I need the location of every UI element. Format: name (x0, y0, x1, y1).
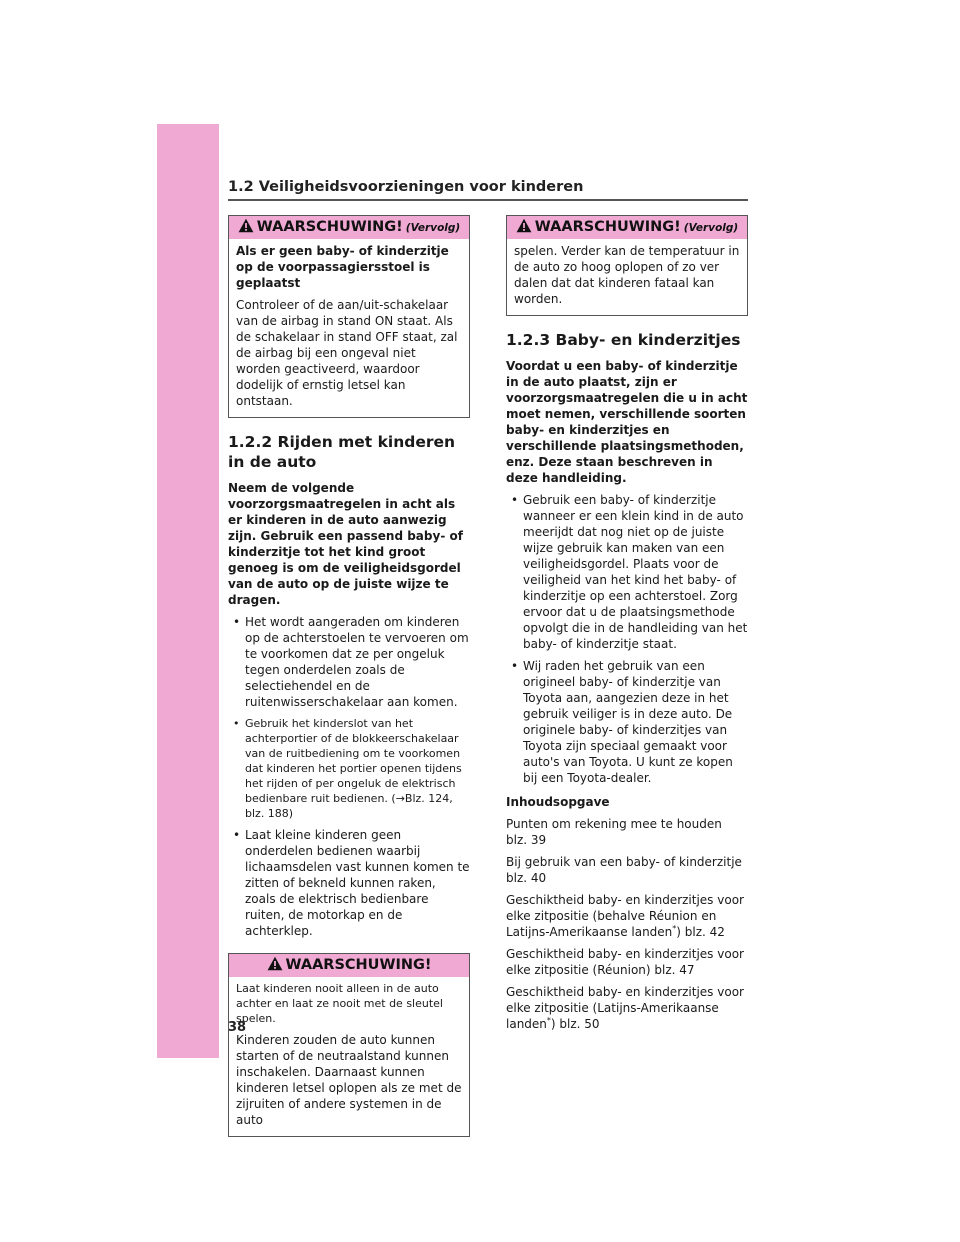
warning-text: Controleer of de aan/uit-schakelaar van de airbag in stand ON staat. Als de schakelaar in stand OFF staat, zal de airbag bij een ongeval niet worden geactiveerd, waardoor dodelijk of ernstig letsel kan ontstaan. (236, 298, 458, 408)
header-rule (228, 199, 748, 201)
warning-header (229, 216, 469, 239)
toc-item-title: Geschiktheid baby- en kinderzitjes voor elke zitpositie (behalve Réunion en Latijns-Amerikaanse landen (506, 893, 744, 939)
warning-text: spelen. Verder kan de temperatuur in de auto zo hoog oplopen of zo ver dalen dat dat kinderen fataal kan worden. (514, 244, 740, 306)
warning-continued: (Vervolg) (683, 222, 739, 234)
warning-header (507, 216, 747, 239)
warning-title: WAARSCHUWING! (285, 957, 432, 973)
warning-body (507, 239, 747, 315)
warning-triangle-icon (516, 218, 532, 233)
right-column (506, 215, 748, 1038)
warning-triangle-icon (238, 218, 254, 233)
warning-box-temperature (506, 215, 748, 316)
toc-item-page: ) blz. 42 (676, 925, 725, 939)
toc-item-title: Geschiktheid baby- en kinderzitjes voor elke zitpositie (Latijns-Amerikaanse landen (506, 985, 744, 1031)
section-heading-1-2-2: 1.2.2 Rijden met kinderen in de auto (228, 433, 456, 471)
warning-subheading: Laat kinderen nooit alleen in de auto achter en laat ze nooit met de sleutel spelen. (236, 982, 443, 1025)
bullet-list (506, 492, 748, 786)
list-item: • Laat kleine kinderen geen onderdelen bedienen waarbij lichaamsdelen vast kunnen komen te zitten of bekneld kunnen raken, zoals de elektrisch bedienbare ruiten, de motorkap en de achterklep. (228, 827, 470, 939)
toc-item-title: Bij gebruik van een baby- of kinderzitje (506, 855, 742, 869)
warning-title: WAARSCHUWING! (256, 219, 403, 235)
left-column (228, 215, 470, 1137)
toc-item-title: Punten om rekening mee te houden (506, 817, 722, 831)
warning-box-children-alone (228, 953, 470, 1137)
page-number: 38 (228, 1020, 247, 1035)
warning-text: Kinderen zouden de auto kunnen starten of de neutraalstand kunnen inschakelen. Daarnaast kunnen kinderen letsel oplopen als ze met de zijruiten of andere systemen in de auto (236, 1033, 462, 1127)
footnote-mark: * (672, 924, 677, 933)
section-heading-1-2-3: 1.2.3 Baby- en kinderzitjes (506, 331, 741, 349)
toc-item-page: ) blz. 50 (550, 1017, 600, 1031)
warning-header (229, 954, 469, 977)
section-intro: Neem de volgende voorzorgsmaatregelen in acht als er kinderen in de auto aanwezig zijn. Gebruik een passend baby- of kinderzitje tot het kind groot genoeg is om de veiligheidsgordel van de auto op de juiste wijze te dragen. (228, 481, 463, 607)
footnote-mark: * (546, 1016, 551, 1025)
toc-item[interactable] (506, 892, 748, 940)
warning-subheading: Als er geen baby- of kinderzitje op de voorpassagiersstoel is geplaatst (236, 244, 449, 290)
warning-title: WAARSCHUWING! (534, 219, 681, 235)
warning-body (229, 977, 469, 1136)
toc-item[interactable] (506, 816, 748, 848)
section-intro: Voordat u een baby- of kinderzitje in de auto plaatst, zijn er voorzorgsmaatregelen die u in acht moet nemen, verschillende soorten baby- en kinderzitjes en verschillende plaatsingsmethoden, enz. Deze staan beschreven in deze handleiding. (506, 359, 748, 485)
warning-body (229, 239, 469, 417)
toc-item-page: blz. 40 (506, 871, 547, 885)
warning-continued: (Vervolg) (405, 222, 461, 234)
chapter-side-tab (157, 124, 219, 1058)
section-header: 1.2 Veiligheidsvoorzieningen voor kinderen (228, 179, 584, 195)
list-item: • Gebruik het kinderslot van het achterportier of de blokkeerschakelaar van de ruitbediening om te voorkomen dat kinderen het portier openen tijdens het rijden of per ongeluk de elektrisch bedienbare ruit bedienen. (→Blz. 124, blz. 188) (228, 716, 470, 821)
warning-triangle-icon (267, 956, 283, 971)
list-item: • Het wordt aangeraden om kinderen op de achterstoelen te vervoeren om te voorkomen dat ze per ongeluk tegen onderdelen zoals de selectiehendel en de ruitenwisserschakelaar aan komen. (228, 614, 470, 710)
bullet-list (228, 614, 470, 939)
list-item: • Gebruik een baby- of kinderzitje wanneer er een klein kind in de auto meerijdt dat nog niet op de juiste wijze gebruik kan maken van een veiligheidsgordel. Plaats voor de veiligheid van het kind het baby- of kinderzitje op een achterstoel. Zorg ervoor dat u de plaatsingsmethode opvolgt die in de handleiding van het baby- of kinderzitje staat. (506, 492, 748, 652)
list-item: • Wij raden het gebruik van een origineel baby- of kinderzitje van Toyota aan, aangezien deze in het gebruik veiliger is in deze auto. De originele baby- of kinderzitjes van Toyota zijn speciaal gemaakt voor auto's van Toyota. U kunt ze kopen bij een Toyota-dealer. (506, 658, 748, 786)
toc-item[interactable] (506, 984, 748, 1032)
toc-heading: Inhoudsopgave (506, 795, 610, 809)
toc-item[interactable] (506, 854, 748, 886)
toc-item-title: Geschiktheid baby- en kinderzitjes voor elke zitpositie (Réunion) blz. 47 (506, 947, 744, 977)
toc-item-page: blz. 39 (506, 833, 547, 847)
warning-box-airbag (228, 215, 470, 418)
toc-item[interactable] (506, 946, 748, 978)
